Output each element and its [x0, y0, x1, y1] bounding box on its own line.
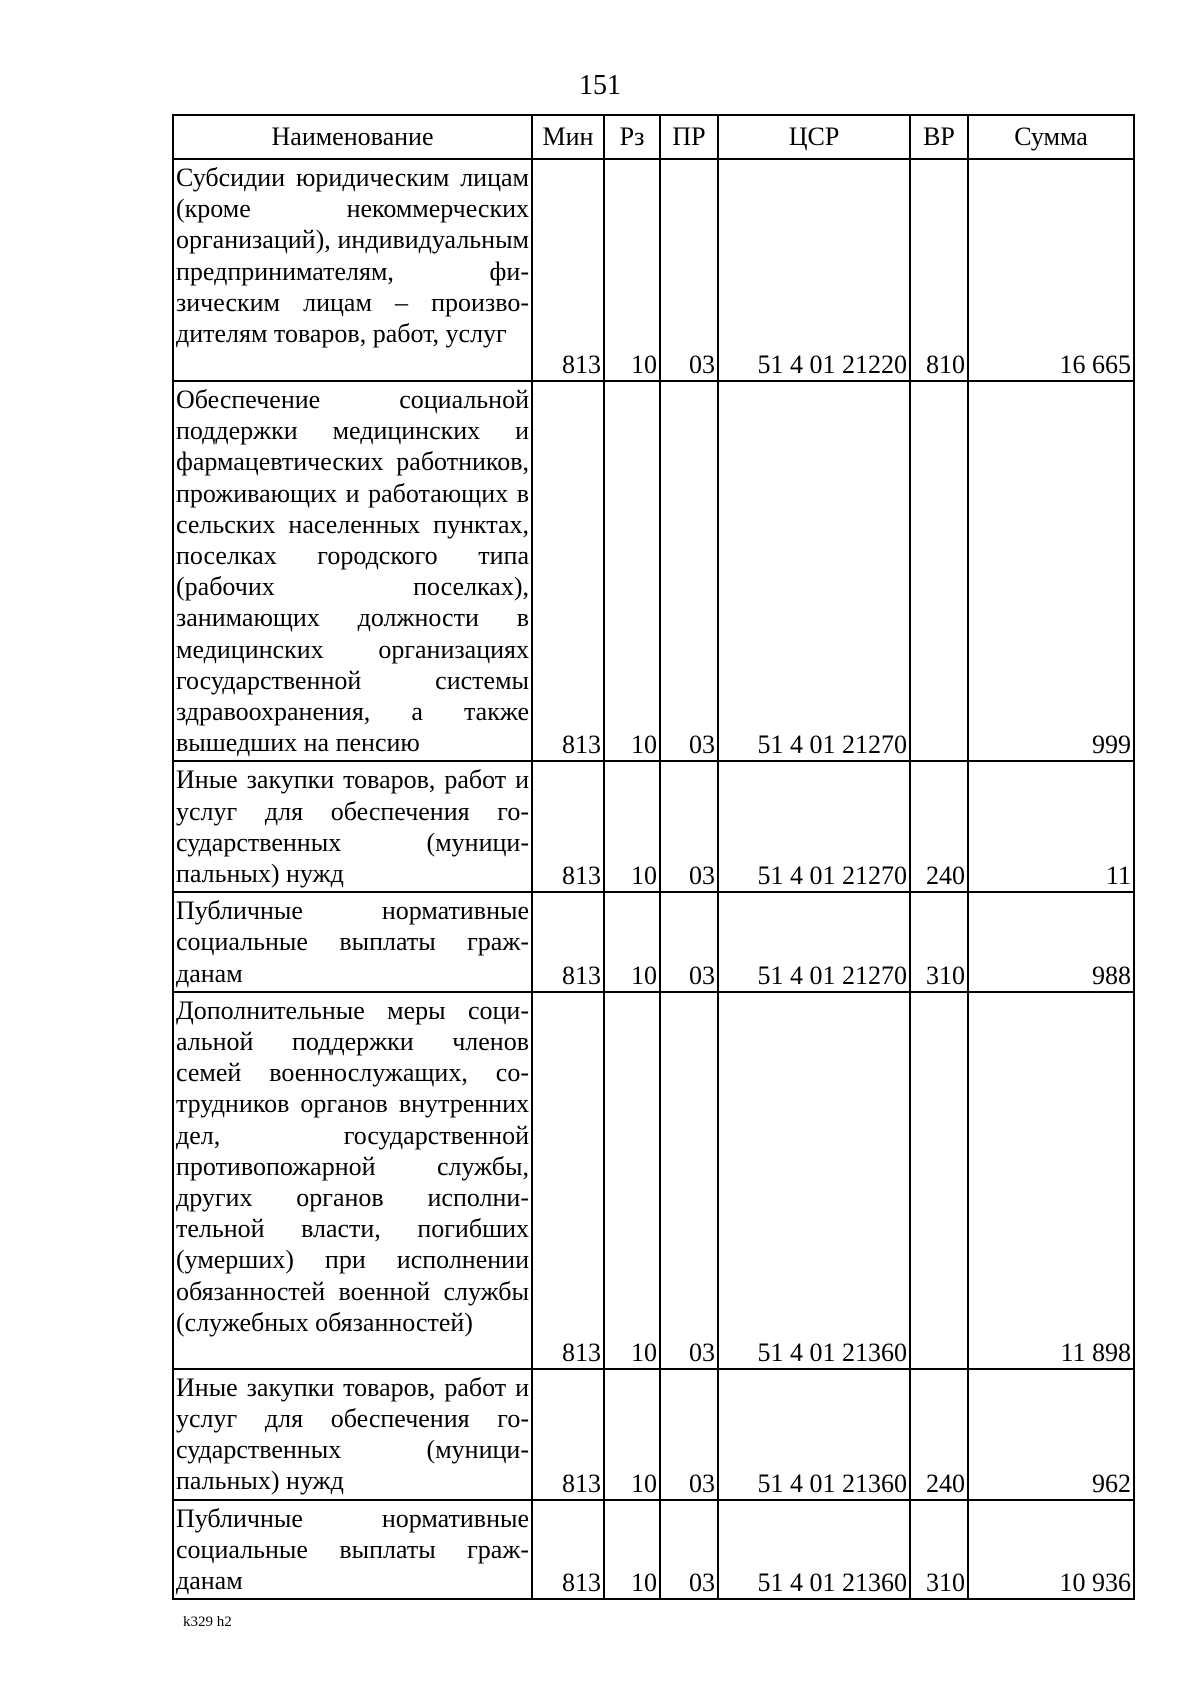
table-row	[173, 159, 1134, 381]
table-row	[173, 381, 1134, 761]
row-min: 813	[532, 1369, 604, 1500]
header-name: Наименование	[173, 115, 532, 159]
row-csr: 51 4 01 21270	[718, 892, 910, 992]
row-rz: 10	[604, 1369, 660, 1500]
header-vr: ВР	[910, 115, 968, 159]
row-rz: 10	[604, 892, 660, 992]
row-rz: 10	[604, 159, 660, 381]
row-pr: 03	[660, 1500, 718, 1600]
table-row	[173, 1369, 1134, 1500]
header-sum: Сумма	[968, 115, 1134, 159]
row-pr: 03	[660, 761, 718, 892]
table-body	[173, 159, 1134, 1599]
row-sum: 999	[968, 381, 1134, 761]
row-min: 813	[532, 1500, 604, 1600]
row-rz: 10	[604, 1500, 660, 1600]
header-csr: ЦСР	[718, 115, 910, 159]
table-row	[173, 892, 1134, 992]
header-min: Мин	[532, 115, 604, 159]
row-vr: 240	[910, 761, 968, 892]
row-vr: 310	[910, 892, 968, 992]
row-rz: 10	[604, 992, 660, 1369]
row-min: 813	[532, 992, 604, 1369]
table-row	[173, 1500, 1134, 1600]
footer-code: k329 h2	[183, 1614, 232, 1630]
row-vr	[910, 381, 968, 761]
row-rz: 10	[604, 381, 660, 761]
row-pr: 03	[660, 1369, 718, 1500]
row-name: Дополнительные меры социальной поддержки членов семей военнослужащих, сотрудников органов внутренних дел, государственной противопожарной службы, других органов исполнительной власти, погибших (умерших) при исполнении обязанностей военной службы (служебных обязанностей)	[173, 992, 532, 1369]
row-vr: 310	[910, 1500, 968, 1600]
page-number: 151	[579, 70, 621, 101]
table-row	[173, 992, 1134, 1369]
row-vr: 240	[910, 1369, 968, 1500]
row-pr: 03	[660, 381, 718, 761]
row-csr: 51 4 01 21270	[718, 381, 910, 761]
row-sum: 10 936	[968, 1500, 1134, 1600]
row-name: Субсидии юридическим лицам (кроме некоммерческих организаций), индивидуальным предпринимателям, физическим лицам – производителям товаров, работ, услуг	[173, 159, 532, 381]
row-min: 813	[532, 159, 604, 381]
row-pr: 03	[660, 892, 718, 992]
row-csr: 51 4 01 21270	[718, 761, 910, 892]
row-pr: 03	[660, 159, 718, 381]
row-vr	[910, 992, 968, 1369]
row-name: Публичные нормативные социальные выплаты гражданам	[173, 892, 532, 992]
row-pr: 03	[660, 992, 718, 1369]
row-min: 813	[532, 381, 604, 761]
row-sum: 962	[968, 1369, 1134, 1500]
budget-table	[172, 114, 1135, 1600]
row-csr: 51 4 01 21220	[718, 159, 910, 381]
row-sum: 11	[968, 761, 1134, 892]
row-vr: 810	[910, 159, 968, 381]
header-rz: Рз	[604, 115, 660, 159]
row-name: Публичные нормативные социальные выплаты гражданам	[173, 1500, 532, 1600]
header-row	[173, 115, 1134, 159]
row-csr: 51 4 01 21360	[718, 992, 910, 1369]
table-row	[173, 761, 1134, 892]
row-min: 813	[532, 892, 604, 992]
header-pr: ПР	[660, 115, 718, 159]
row-name: Иные закупки товаров, работ и услуг для обеспечения государственных (муниципальных) нужд	[173, 761, 532, 892]
table-header	[173, 115, 1134, 159]
row-min: 813	[532, 761, 604, 892]
row-sum: 16 665	[968, 159, 1134, 381]
row-csr: 51 4 01 21360	[718, 1369, 910, 1500]
row-sum: 11 898	[968, 992, 1134, 1369]
row-name: Иные закупки товаров, работ и услуг для обеспечения государственных (муниципальных) нужд	[173, 1369, 532, 1500]
row-name: Обеспечение социальной поддержки медицинских и фармацевтических работников, проживающих и работающих в сельских населенных пунктах, поселках городского типа (рабочих поселках), занимающих должности в медицинских организациях государственной системы здравоохранения, а также вышедших на пенсию	[173, 381, 532, 761]
row-rz: 10	[604, 761, 660, 892]
row-sum: 988	[968, 892, 1134, 992]
row-csr: 51 4 01 21360	[718, 1500, 910, 1600]
